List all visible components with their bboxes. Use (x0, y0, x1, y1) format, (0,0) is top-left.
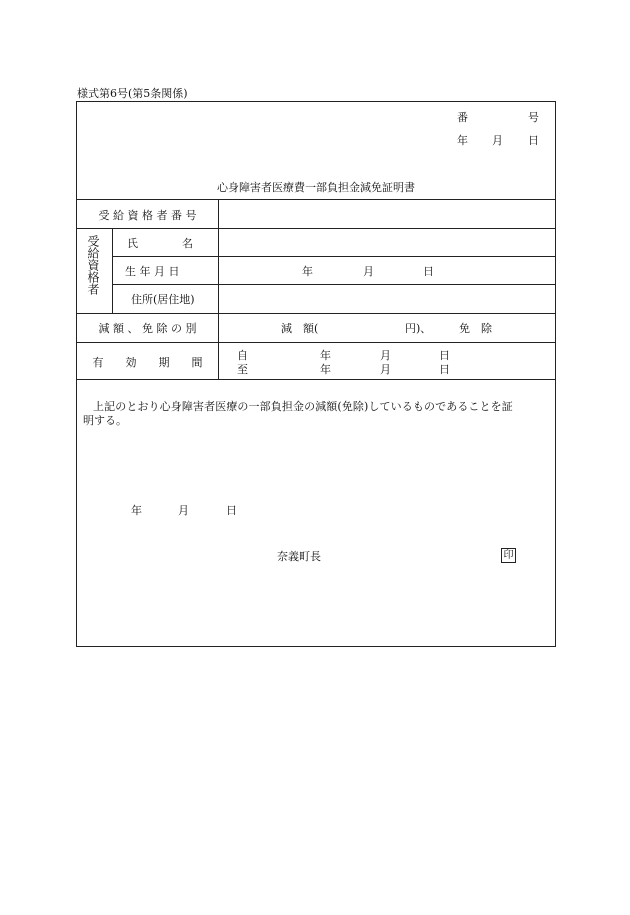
recipient-number-label: 受 給 資 格 者 番 号 (98, 209, 197, 222)
reduction-label: 減 額 、 免 除 の 別 (98, 322, 197, 335)
issue-year: 年 (457, 134, 468, 147)
certification-text-line-1: 上記のとおり心身障害者医療の一部負担金の減額(免除)しているものであることを証 (93, 400, 513, 413)
signer-title: 奈義町長 (277, 550, 321, 563)
certification-day: 日 (226, 504, 237, 517)
birthdate-label: 生 年 月 日 (125, 265, 180, 278)
issue-month: 月 (492, 134, 503, 147)
table-bottom-line (77, 379, 555, 380)
exemption-label: 免 除 (459, 322, 492, 335)
label-column-divider (218, 199, 219, 379)
period-from-month: 月 (380, 349, 391, 362)
period-from-year: 年 (320, 349, 331, 362)
certification-year: 年 (131, 504, 142, 517)
issue-day: 日 (528, 134, 539, 147)
table-top-line (77, 199, 555, 200)
recipient-group-label: 受給資格者 (86, 235, 100, 295)
certification-text-line-2: 明する。 (83, 414, 127, 427)
address-label: 住所(居住地) (131, 293, 195, 306)
form-number: 様式第6号(第5条関係) (77, 87, 188, 100)
period-from-label: 自 (237, 349, 248, 362)
row-line-5 (77, 342, 555, 343)
reduction-yen-label: 円)、 (405, 322, 432, 335)
number-suffix: 号 (528, 111, 539, 124)
certificate-frame (76, 101, 556, 647)
row-line-3 (112, 284, 555, 285)
name-label: 氏 名 (127, 237, 193, 250)
period-to-label: 至 (237, 363, 248, 376)
reduction-amount-label: 減 額( (281, 322, 319, 335)
period-from-day: 日 (439, 349, 450, 362)
period-to-day: 日 (439, 363, 450, 376)
period-to-year: 年 (320, 363, 331, 376)
birth-month: 月 (363, 265, 374, 278)
document-title: 心身障害者医療費一部負担金減免証明書 (217, 181, 415, 194)
number-label: 番 (457, 111, 468, 124)
group-column-divider (112, 228, 113, 313)
period-to-month: 月 (380, 363, 391, 376)
certification-month: 月 (178, 504, 189, 517)
seal-mark: 印 (501, 548, 516, 563)
row-line-1 (77, 228, 555, 229)
period-label: 有 効 期 間 (92, 356, 203, 369)
row-line-2 (112, 256, 555, 257)
birth-day: 日 (423, 265, 434, 278)
birth-year: 年 (302, 265, 313, 278)
row-line-4 (77, 313, 555, 314)
